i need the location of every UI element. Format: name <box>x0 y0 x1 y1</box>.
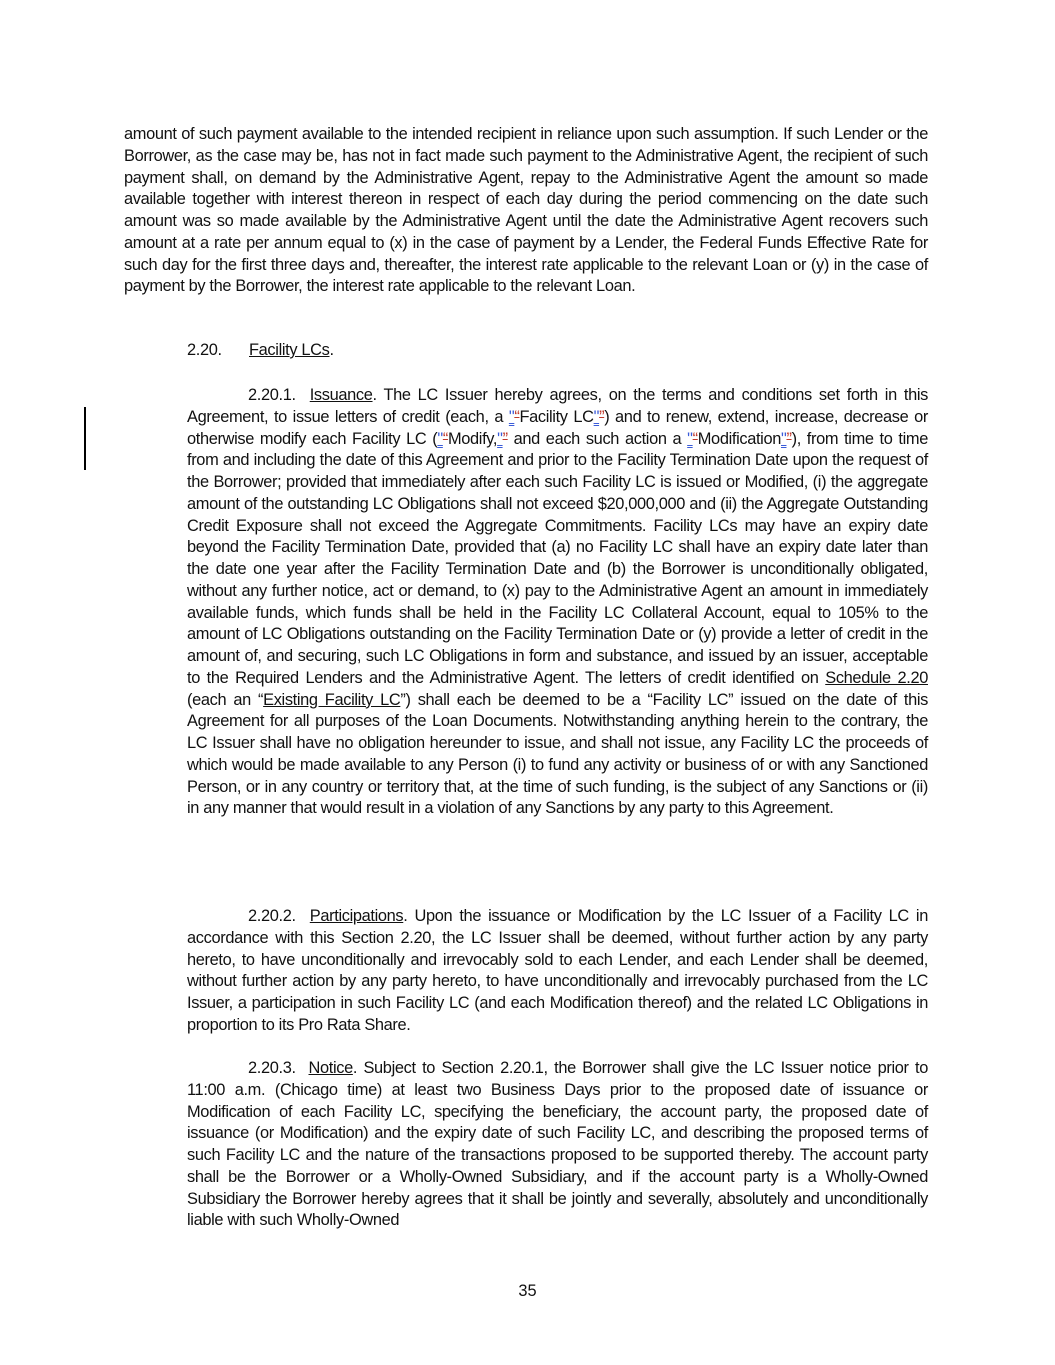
deleted-quote: “ <box>514 407 520 426</box>
inserted-quote: " <box>497 429 503 448</box>
subsection-2-20-3: 2.20.3. Notice. Subject to Section 2.20.1, the Borrower shall give the LC Issuer notice prior to 11:00 a.m. (Chicago time) at least two Business Days prior to the proposed date of issuance or Modification of each Facility LC, specifying the beneficiary, the account party, the proposed date of issuance (or Modification) and the expiry date of such Facility LC, and describing the proposed terms of such Facility LC and the nature of the transactions proposed to be supported thereby. The account party shall be the Borrower or a Wholly-Owned Subsidiary, and if the account party is a Wholly-Owned Subsidiary the Borrower hereby agrees that it shall be jointly and severally, absolutely and unconditionally liable with such Wholly-Owned <box>187 1059 928 1230</box>
inserted-quote: " <box>508 407 515 426</box>
page-number: 35 <box>518 1282 537 1300</box>
deleted-quote: ” <box>786 429 792 448</box>
section-number: 2.20. <box>187 341 222 359</box>
deleted-quote: “ <box>692 429 698 448</box>
inserted-quote: " <box>593 407 600 426</box>
subsection-title: Participations <box>309 907 404 925</box>
subsection-number: 2.20.3. <box>248 1059 296 1077</box>
defined-term: Existing Facility LC <box>263 690 401 709</box>
subsection-title: Issuance <box>309 386 373 404</box>
deleted-quote: ” <box>599 407 605 426</box>
deleted-quote: “ <box>442 429 448 448</box>
section-title: Facility LCs <box>249 341 330 359</box>
inserted-quote: " <box>781 429 787 448</box>
subsection-2-20-1: 2.20.1. Issuance. The LC Issuer hereby agrees, on the terms and conditions set forth in this Agreement, to issue letters of credit (each, a "“Facility LC"”) and to renew, extend, increase, decrease or otherwise modify each Facility LC ("“Modify,"” and each such action a "“Modification"”), from time to time from and including the date of this Agreement and prior to the Facility Termination Date upon the request of the Borrower; provided that immediately after each such Facility LC is issued or Modified, (i) the aggregate amount of the outstanding LC Obligations shall not exceed $20,000,000 and (ii) the Aggregate Outstanding Credit Exposure shall not exceed the Aggregate Commitments. Facility LCs may have an expiry date beyond the Facility Termination Date, provided that (a) no Facility LC shall have an expiry date later than the date one year after the Facility Termination Date and (b) the Borrower is unconditionally obligated, without any further notice, act or demand, to (x) pay to the Administrative Agent an amount in immediately available funds, which funds shall be held in the Facility LC Collateral Account, equal to 105% to the amount of LC Obligations outstanding on the Facility Termination Date or (y) provide a letter of credit in the amount of, and securing, such LC Obligations in form and substance, and issued by an issuer, acceptable to the Required Lenders and the Administrative Agent. The letters of credit identified on Schedule 2.20 (each an “Existing Facility LC”) shall each be deemed to be a “Facility LC” issued on the date of this Agreement for all purposes of the Loan Documents. Notwithstanding anything herein to the contrary, the LC Issuer shall have no obligation hereunder to issue, and shall not issue, any Facility LC the proceeds of which would be made available to any Person (i) to fund any activity or business of or with any Sanctioned Person, or in any country or territory that, at the time of such funding, is the subject of any Sanctions or (ii) in any manner that would result in a violation of any Sanctions by any party to this Agreement. <box>187 386 929 818</box>
inserted-quote: " <box>687 429 693 448</box>
intro-paragraph: amount of such payment available to the intended recipient in reliance upon such assumption. If such Lender or the Borrower, as the case may be, has not in fact made such payment to the Administrative Agent, the recipient of such payment shall, on demand by the Administrative Agent, repay to the Administrative Agent the amount so made available together with interest thereon in respect of each day during the period commencing on the date such amount was so made available by the Administrative Agent until the date the Administrative Agent recovers such amount at a rate per annum equal to (x) in the case of payment by a Lender, the Federal Funds Effective Rate for such day for the first three days and, thereafter, the interest rate applicable to the relevant Loan or (y) in the case of payment by the Borrower, the interest rate applicable to the relevant Loan. <box>124 125 928 296</box>
deleted-quote: ” <box>502 429 508 448</box>
subsection-number: 2.20.2. <box>248 907 296 925</box>
revision-change-bar <box>84 407 86 470</box>
schedule-reference: Schedule 2.20 <box>825 668 928 687</box>
subsection-2-20-2: 2.20.2. Participations. Upon the issuance or Modification by the LC Issuer of a Facility LC in accordance with this Section 2.20, the LC Issuer shall be deemed, without further action by any party hereto, to have unconditionally and irrevocably sold to each Lender, and each Lender shall be deemed, without further action by any party hereto, to have unconditionally and irrevocably purchased from the LC Issuer, a participation in such Facility LC (and each Modification thereof) and the related LC Obligations in proportion to its Pro Rata Share. <box>187 907 928 1034</box>
subsection-title: Notice <box>308 1059 353 1077</box>
inserted-quote: " <box>437 429 443 448</box>
section-heading: 2.20. Facility LCs. <box>187 341 334 359</box>
subsection-number: 2.20.1. <box>248 386 296 404</box>
